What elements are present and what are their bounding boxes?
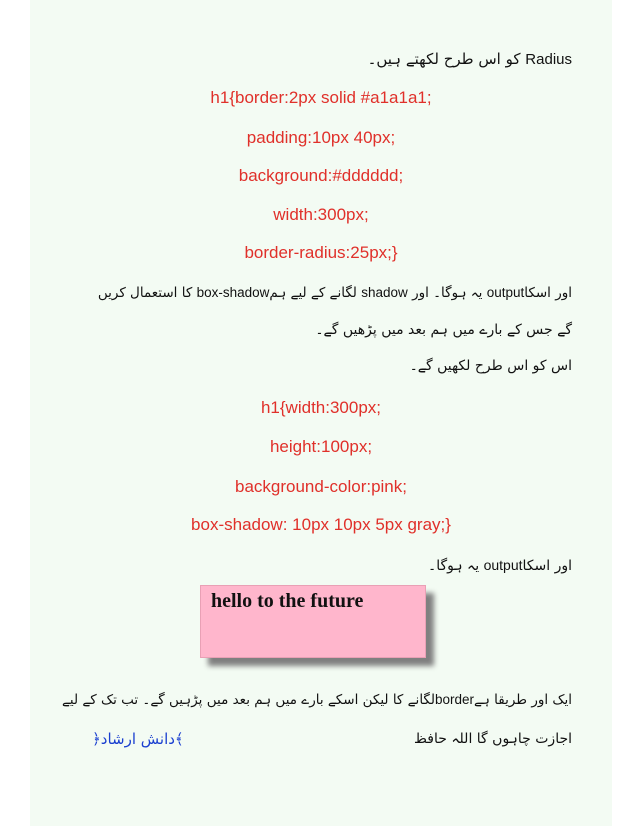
code-line: box-shadow: 10px 10px 5px gray;} [191, 515, 451, 534]
closing-line-2: اجازت چاہوں گا اللہ حافظ [413, 731, 572, 747]
text-run: کا استعمال کریں [97, 285, 193, 301]
author-signature: ﴾دانش ارشاد﴿ [92, 730, 184, 748]
demo-shadow-box [200, 585, 426, 658]
shadow-paragraph-line-3: اس کو اس طرح لکھیں گے۔ [409, 358, 572, 374]
code-line: h1{border:2px solid #a1a1a1; [210, 88, 432, 107]
output-line [428, 557, 572, 574]
code-line: height:100px; [269, 437, 373, 456]
code-line: background-color:pink; [235, 477, 407, 496]
radius-intro-text: کو اس طرح لکھتے ہیں۔ [367, 50, 521, 68]
code-line: padding:10px 40px; [246, 128, 396, 147]
output-word: output [486, 285, 525, 300]
border-word: border [435, 692, 475, 707]
demo-heading: hello to the future [211, 590, 364, 612]
code-line: h1{width:300px; [260, 398, 382, 417]
box-shadow-word: box-shadow [196, 285, 270, 300]
shadow-word: shadow [361, 285, 408, 300]
code-line: background:#dddddd; [238, 166, 404, 185]
text-run: اور اسکا [522, 558, 572, 574]
text-run: یہ ہوگا۔ اور [412, 285, 483, 301]
shadow-paragraph-line-1 [98, 285, 572, 301]
shadow-paragraph-line-2: گے جس کے بارے میں ہم بعد میں پڑھیں گے۔ [315, 322, 572, 338]
text-run: لگانے کا لیکن اسکے بارے میں ہم بعد میں پڑہیں گے۔ تب تک کے لیے [61, 692, 435, 708]
radius-word: Radius [525, 51, 572, 68]
text-run: لگانے کے لیے ہم [269, 285, 357, 301]
code-line: border-radius:25px;} [244, 243, 398, 262]
document-page [30, 0, 612, 826]
code-line: width:300px; [273, 205, 369, 224]
closing-line-1 [62, 692, 572, 708]
text-run: یہ ہوگا۔ [428, 558, 480, 574]
text-run: ایک اور طریقا ہے [474, 692, 572, 708]
radius-intro-line [368, 50, 572, 68]
text-run: اور اسکا [524, 285, 572, 301]
output-word: output [483, 557, 523, 573]
